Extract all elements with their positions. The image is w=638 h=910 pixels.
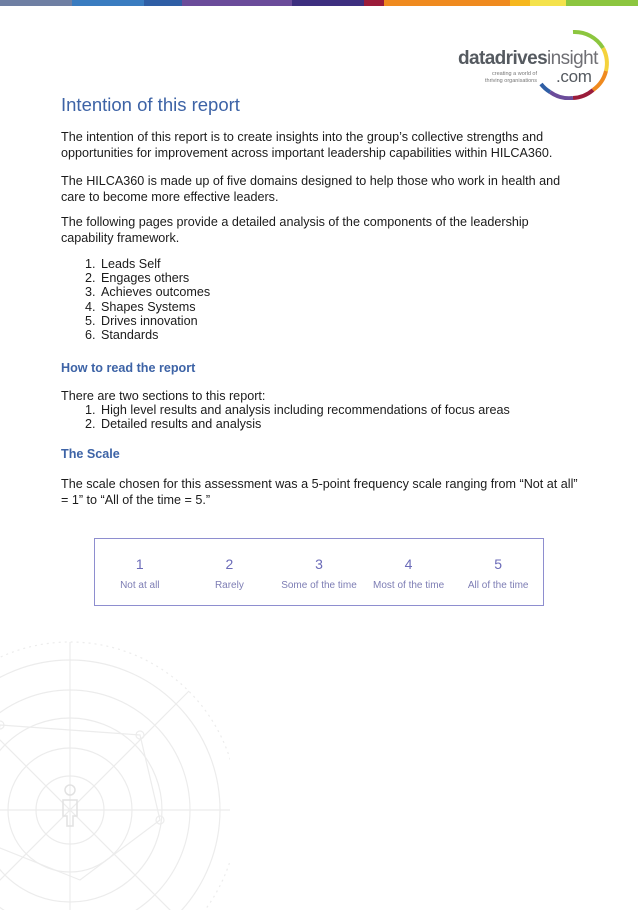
scale-item <box>453 539 543 605</box>
list-item: 3. Achieves outcomes <box>99 285 210 299</box>
scale-value: 5 <box>494 556 503 572</box>
color-segment <box>566 0 638 6</box>
color-segment <box>144 0 182 6</box>
color-segment <box>530 0 566 6</box>
scale-value: 1 <box>135 556 144 572</box>
analysis-paragraph: The following pages provide a detailed analysis of the components of the leadership capability framework. <box>61 215 529 245</box>
color-segment <box>0 0 72 6</box>
logo-word-light: insight <box>547 48 598 69</box>
scale-table <box>94 538 544 606</box>
scale-value: 4 <box>404 556 413 572</box>
intro-paragraph: The intention of this report is to create insights into the group’s collective strengths and opportunities for improvement across important leadership capabilities within HILCA360. <box>61 130 553 160</box>
color-segment <box>510 0 530 6</box>
domains-paragraph: The HILCA360 is made up of five domains designed to help those who work in health and care to become more effective leaders. <box>61 174 561 204</box>
page-title: Intention of this report <box>61 94 240 115</box>
color-segment <box>72 0 144 6</box>
scale-value: 2 <box>225 556 234 572</box>
color-segment <box>292 0 364 6</box>
brand-logo <box>455 26 613 100</box>
scale-label: Most of the time <box>373 580 445 591</box>
list-item: 2. Detailed results and analysis <box>99 417 510 431</box>
color-segment <box>364 0 384 6</box>
logo-tagline-line: thriving organisations <box>485 78 537 84</box>
sections-list <box>61 403 510 431</box>
logo-suffix: .com <box>556 67 592 86</box>
scale-value: 3 <box>315 556 323 572</box>
scale-description: The scale chosen for this assessment was a 5-point frequency scale ranging from “Not at all” = 1” to “All of the time = 5.” <box>61 477 578 507</box>
top-color-bar <box>0 0 638 6</box>
logo-tagline <box>481 71 537 85</box>
domain-list <box>61 257 210 342</box>
list-item: 1. Leads Self <box>99 257 210 271</box>
color-segment <box>182 0 292 6</box>
sections-intro: There are two sections to this report: <box>61 389 266 403</box>
how-to-read-heading: How to read the report <box>61 361 196 375</box>
list-item: 2. Engages others <box>99 271 210 285</box>
scale-label: Not at all <box>120 580 160 591</box>
scale-item <box>185 539 275 605</box>
decorative-circle-graphic <box>0 630 230 910</box>
logo-word-bold: datadrives <box>458 48 548 69</box>
scale-label: All of the time <box>467 580 529 591</box>
list-item: 4. Shapes Systems <box>99 300 210 314</box>
scale-item <box>274 539 364 605</box>
scale-item <box>95 539 185 605</box>
list-item: 6. Standards <box>99 328 210 342</box>
scale-label: Some of the time <box>281 580 357 591</box>
scale-item <box>364 539 454 605</box>
logo-tagline-line: creating a world of <box>492 71 537 77</box>
color-segment <box>384 0 510 6</box>
scale-label: Rarely <box>214 580 244 591</box>
list-item: 5. Drives innovation <box>99 314 210 328</box>
scale-heading: The Scale <box>61 447 120 461</box>
list-item: 1. High level results and analysis including recommendations of focus areas <box>99 403 510 417</box>
